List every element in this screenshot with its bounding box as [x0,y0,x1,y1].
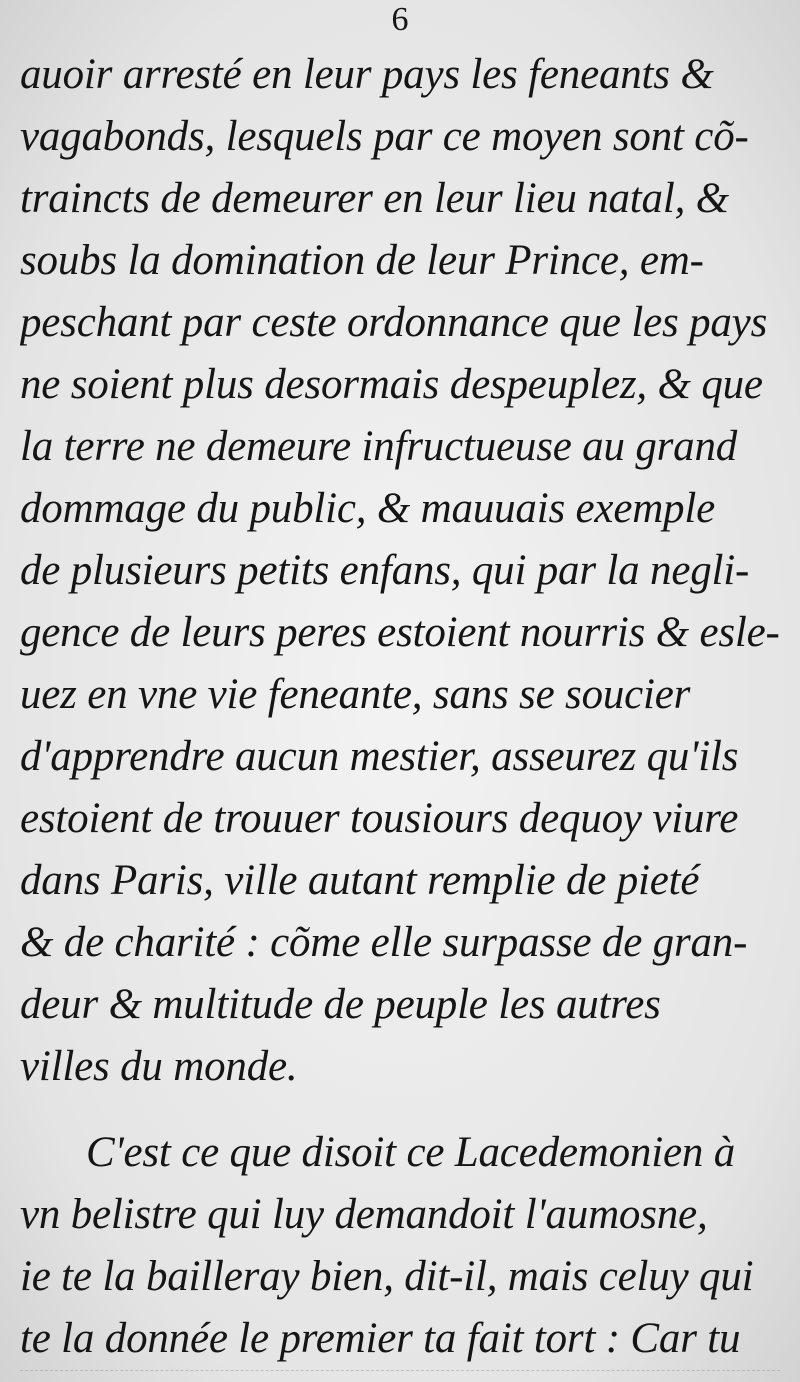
text-line: ne soient plus desormais despeuplez, & que [20,361,763,408]
text-line: de plusieurs petits enfans, qui par la negli- [20,547,750,594]
text-line: estoient de trouuer tousiours dequoy viure [20,795,739,842]
text-line: uez en vne vie feneante, sans se soucier [20,671,691,718]
text-line: vagabonds, lesquels par ce moyen sont cõ- [20,113,749,160]
text-line: la terre ne demeure infructueuse au grand [20,423,738,470]
text-line: C'est ce que disoit ce Lacedemonien à [86,1129,736,1176]
paragraph-1 [20,44,780,1098]
text-line: & de charité : cõme elle surpasse de gran- [20,919,748,966]
text-line: ie te la bailleray bien, dit-il, mais celuy qui [20,1253,754,1300]
text-line: peschant par ceste ordonnance que les pays [20,299,768,346]
body-text [20,44,780,1370]
text-line: traincts de demeurer en leur lieu natal, & [20,175,729,222]
paragraph-spacer [20,1098,780,1122]
text-line: soubs la domination de leur Prince, em- [20,237,704,284]
text-line: te la donnée le premier ta fait tort : Car tu [20,1315,741,1362]
text-line: vn belistre qui luy demandoit l'aumosne, [20,1191,708,1238]
page-bottom-edge [20,1370,780,1372]
paragraph-2 [20,1122,780,1370]
text-line: auoir arresté en leur pays les feneants & [20,51,714,98]
text-line: dans Paris, ville autant remplie de pieté [20,857,700,904]
text-line: d'apprendre aucun mestier, asseurez qu'ils [20,733,739,780]
text-line: villes du monde. [20,1043,298,1090]
text-line: deur & multitude de peuple les autres [20,981,661,1028]
text-line: dommage du public, & mauuais exemple [20,485,715,532]
text-line: gence de leurs peres estoient nourris & esle- [20,609,780,656]
page-number: 6 [391,1,409,38]
